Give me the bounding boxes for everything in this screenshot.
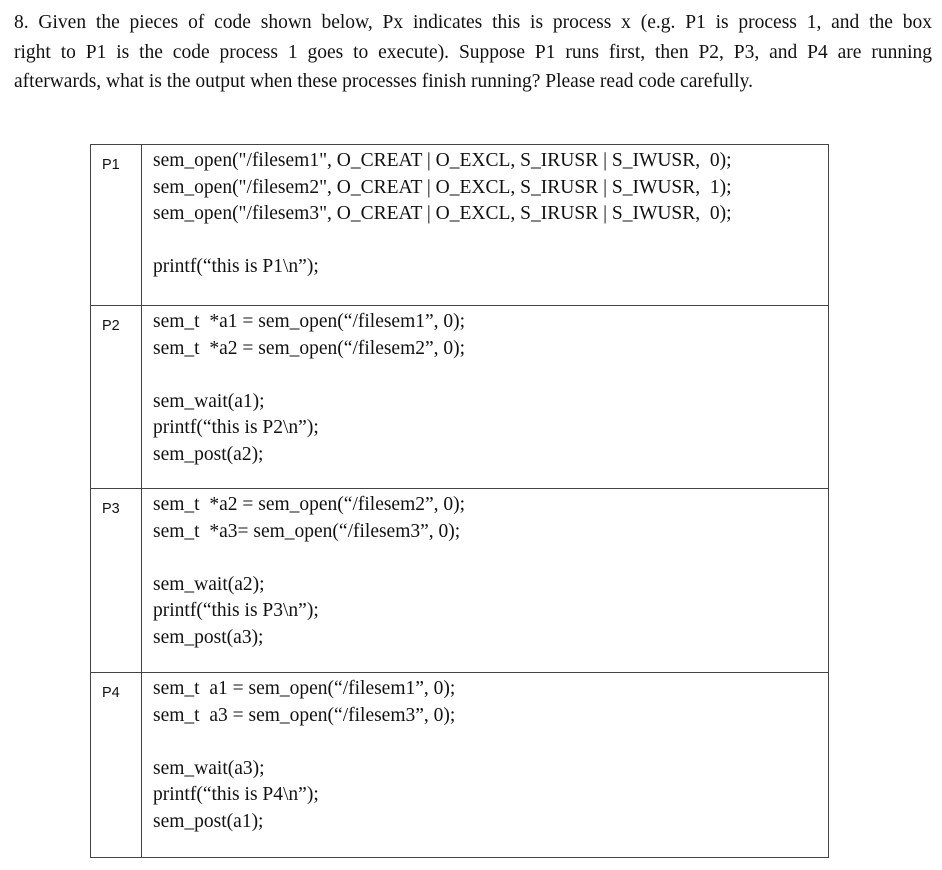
code-line: printf(“this is P2\n”);	[153, 417, 319, 438]
code-line: sem_post(a1);	[153, 810, 264, 832]
code-line: printf(“this is P3\n”);	[153, 600, 319, 621]
process-row-p3	[91, 489, 829, 673]
process-label: P4	[91, 673, 142, 858]
code-blank-line	[153, 362, 828, 389]
code-line: sem_open("/filesem1", O_CREAT | O_EXCL, S_IRUSR | S_IWUSR, 0);	[153, 150, 732, 171]
code-line: printf(“this is P4\n”);	[153, 784, 319, 805]
code-line: sem_wait(a1);	[153, 390, 265, 412]
code-blank-line	[153, 228, 828, 255]
process-code-table	[90, 144, 829, 858]
code-line: printf(“this is P1\n”);	[153, 256, 319, 277]
code-line: sem_wait(a2);	[153, 573, 265, 595]
code-cell-p3	[142, 489, 829, 673]
code-line: sem_post(a3);	[153, 626, 264, 648]
process-label: P1	[91, 145, 142, 306]
code-line: sem_t *a3= sem_open(“/filesem3”, 0);	[153, 520, 461, 542]
code-line: sem_post(a2);	[153, 443, 264, 465]
question-line-3: afterwards, what is the output when these processes finish running? Please read code carefully.	[14, 71, 753, 92]
code-cell-p4	[142, 673, 829, 858]
code-cell-p1	[142, 145, 829, 306]
code-line: sem_t *a2 = sem_open(“/filesem2”, 0);	[153, 494, 466, 515]
question-line-2: right to P1 is the code process 1 goes to execute). Suppose P1 runs first, then P2, P3, and P4 are running	[14, 41, 932, 63]
process-label: P2	[91, 306, 142, 489]
code-line: sem_open("/filesem3", O_CREAT | O_EXCL, S_IRUSR | S_IWUSR, 0);	[153, 203, 732, 224]
question-text	[14, 8, 932, 97]
code-line: sem_t a1 = sem_open(“/filesem1”, 0);	[153, 678, 456, 699]
code-line: sem_t a3 = sem_open(“/filesem3”, 0);	[153, 704, 456, 726]
code-line: sem_wait(a3);	[153, 757, 265, 779]
process-row-p1	[91, 145, 829, 306]
code-line: sem_t *a2 = sem_open(“/filesem2”, 0);	[153, 337, 466, 359]
code-cell-p2	[142, 306, 829, 489]
question-line-1: 8. Given the pieces of code shown below, Px indicates this is process x (e.g. P1 is process 1, and the box	[14, 12, 932, 33]
process-label: P3	[91, 489, 142, 673]
code-blank-line	[153, 729, 828, 756]
code-blank-line	[153, 545, 828, 572]
process-row-p2	[91, 306, 829, 489]
code-line: sem_open("/filesem2", O_CREAT | O_EXCL, S_IRUSR | S_IWUSR, 1);	[153, 176, 732, 198]
code-line: sem_t *a1 = sem_open(“/filesem1”, 0);	[153, 311, 466, 332]
process-row-p4	[91, 673, 829, 858]
